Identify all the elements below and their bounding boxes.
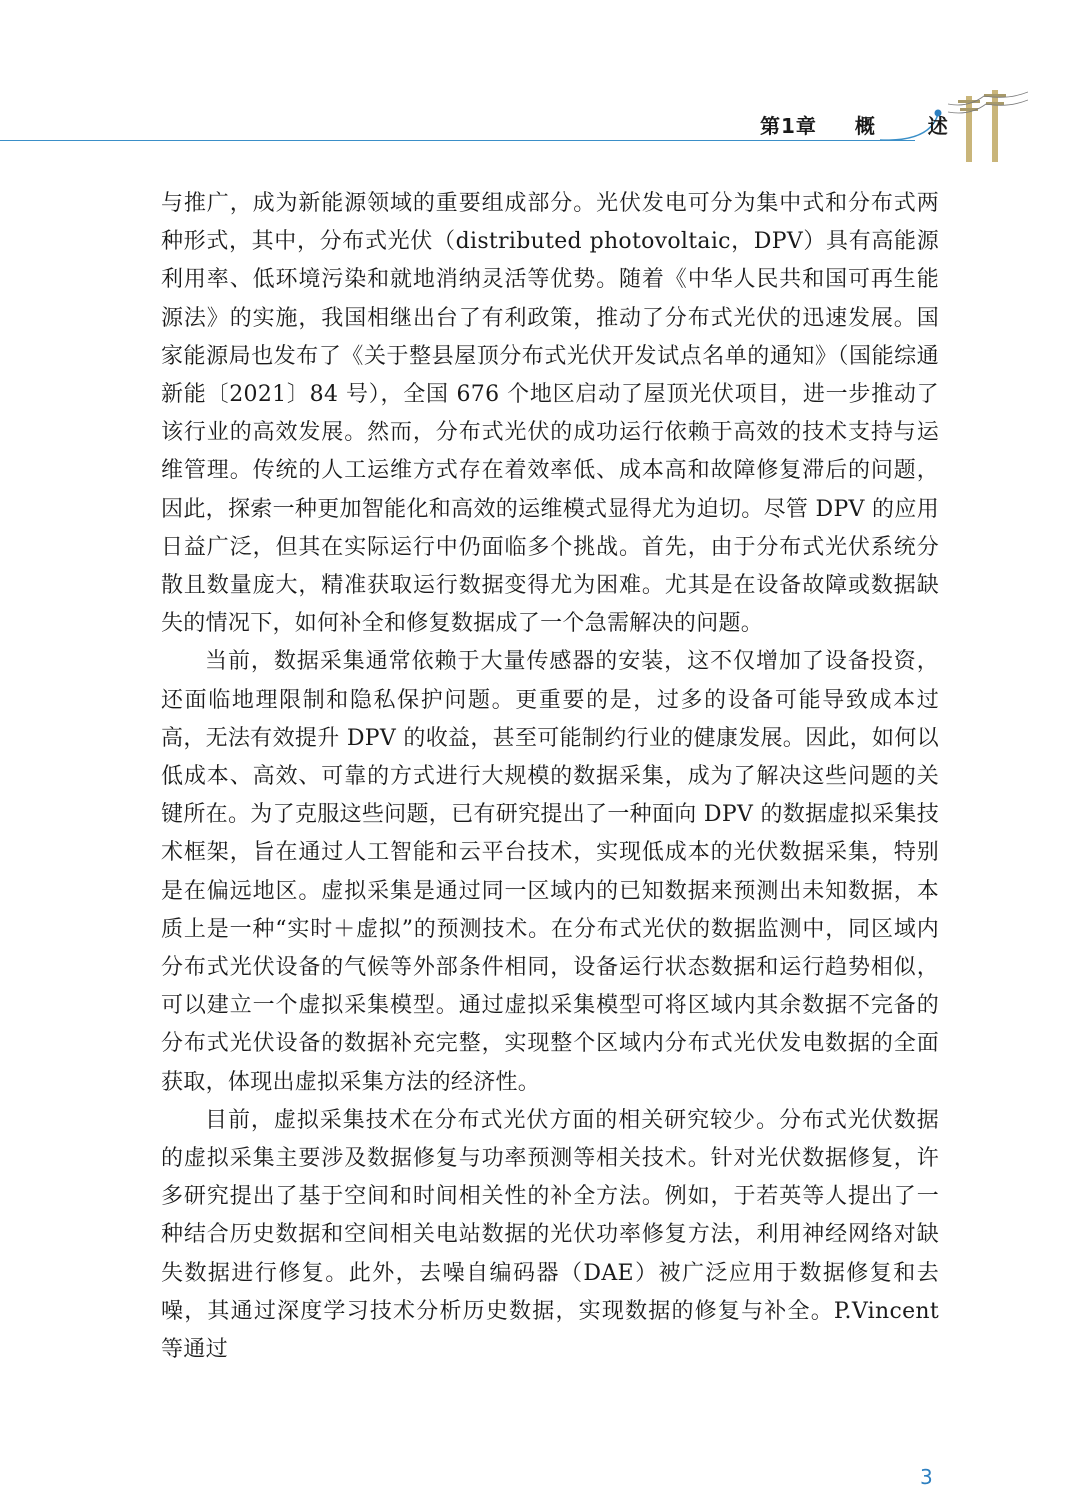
body-text	[161, 185, 939, 1369]
header-rule	[0, 140, 915, 141]
paragraph-2: 当前，数据采集通常依赖于大量传感器的安装，这不仅增加了设备投资，还面临地理限制和隐私保护问题。更重要的是，过多的设备可能导致成本过高，无法有效提升 DPV 的收益，甚至可能制约行业的健康发展。因此，如何以低成本、高效、可靠的方式进行大规模的数据采集，成为了解决这些问题的关键所在。为了克服这些问题，已有研究提出了一种面向 DPV 的数据虚拟采集技术框架，旨在通过人工智能和云平台技术，实现低成本的光伏数据采集，特别是在偏远地区。虚拟采集是通过同一区域内的已知数据来预测出未知数据，本质上是一种“实时＋虚拟”的预测技术。在分布式光伏的数据监测中，同区域内分布式光伏设备的气候等外部条件相同，设备运行状态数据和运行趋势相似，可以建立一个虚拟采集模型。通过虚拟采集模型可将区域内其余数据不完备的分布式光伏设备的数据补充完整，实现整个区域内分布式光伏发电数据的全面获取，体现出虚拟采集方法的经济性。	[161, 649, 939, 1095]
page-number: 3	[920, 1465, 933, 1489]
utility-poles-icon	[948, 82, 1028, 162]
paragraph-3: 目前，虚拟采集技术在分布式光伏方面的相关研究较少。分布式光伏数据的虚拟采集主要涉及数据修复与功率预测等相关技术。针对光伏数据修复，许多研究提出了基于空间和时间相关性的补全方法。例如，于若英等人提出了一种结合历史数据和空间相关电站数据的光伏功率修复方法，利用神经网络对缺失数据进行修复。此外，去噪自编码器（DAE）被广泛应用于数据修复和去噪，其通过深度学习技术分析历史数据，实现数据的修复与补全。P.Vincent 等通过	[161, 1107, 939, 1363]
chapter-label: 第1章	[760, 114, 817, 138]
chapter-name-char-2: 述	[927, 114, 949, 138]
chapter-name-char-1: 概	[854, 114, 876, 138]
chapter-heading	[760, 110, 949, 139]
paragraph-1: 与推广，成为新能源领域的重要组成部分。光伏发电可分为集中式和分布式两种形式，其中，分布式光伏（distributed photovoltaic，DPV）具有高能源利用率、低环境污染和就地消纳灵活等优势。随着《中华人民共和国可再生能源法》的实施，我国相继出台了有利政策，推动了分布式光伏的迅速发展。国家能源局也发布了《关于整县屋顶分布式光伏开发试点名单的通知》（国能综通新能〔2021〕84 号），全国 676 个地区启动了屋顶光伏项目，进一步推动了该行业的高效发展。然而，分布式光伏的成功运行依赖于高效的技术支持与运维管理。传统的人工运维方式存在着效率低、成本高和故障修复滞后的问题，因此，探索一种更加智能化和高效的运维模式显得尤为迫切。尽管 DPV 的应用日益广泛，但其在实际运行中仍面临多个挑战。首先，由于分布式光伏系统分散且数量庞大，精准获取运行数据变得尤为困难。尤其是在设备故障或数据缺失的情况下，如何补全和修复数据成了一个急需解决的问题。	[161, 191, 939, 637]
